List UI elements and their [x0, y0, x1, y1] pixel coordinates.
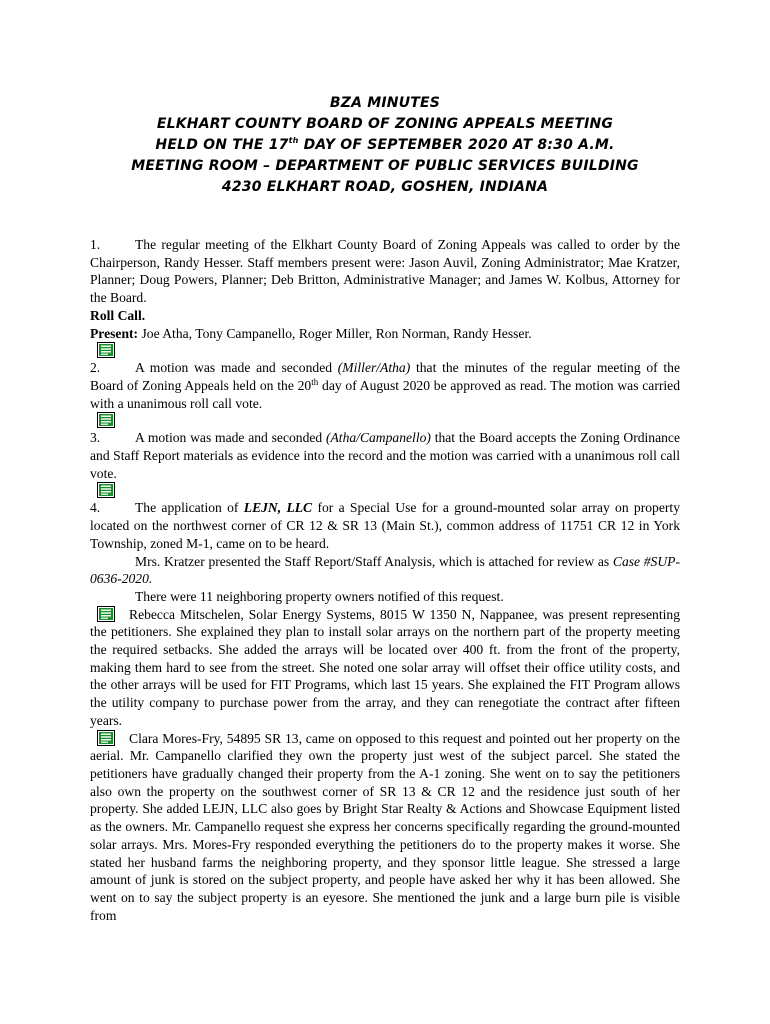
staff-report-paragraph: Mrs. Kratzer presented the Staff Report/Staff Analysis, which is attached for review as Case #SUP-0636-2020. — [90, 553, 680, 587]
roll-call-heading: Roll Call. — [90, 307, 146, 323]
document-note-icon[interactable] — [97, 730, 115, 746]
header-address: 4230 ELKHART ROAD, GOSHEN, INDIANA — [221, 179, 549, 195]
header-room: MEETING ROOM – DEPARTMENT OF PUBLIC SERVICES BUILDING — [131, 158, 639, 174]
document-note-icon[interactable] — [97, 482, 115, 498]
notified-paragraph: There were 11 neighboring property owners notified of this request. — [135, 588, 504, 604]
minutes-header — [0, 93, 770, 198]
header-date: HELD ON THE 17th DAY OF SEPTEMBER 2020 AT 8:30 A.M. — [155, 136, 615, 153]
item-number: 1. — [90, 237, 101, 252]
document-note-icon[interactable] — [97, 606, 115, 622]
document-note-icon[interactable] — [97, 342, 115, 358]
item-3: 3. A motion was made and seconded (Atha/Campanello) that the Board accepts the Zoning Ordinance and Staff Report materials as evidence into the record and the motion was carried with a unanimous roll call vote. — [90, 430, 680, 481]
document-note-icon[interactable] — [97, 412, 115, 428]
mitschelen-paragraph: Rebecca Mitschelen, Solar Energy Systems, 8015 W 1350 N, Nappanee, was present representing the petitioners. She explained they plan to install solar arrays on the northern part of the property meeting the required setbacks. She added the arrays will be located over 400 ft. from the front of the property, making them hard to see from the street. She noted one solar array will offset their office utility costs, and the other arrays will be used for FIT Programs, which last 15 years. She explained the FIT Program allows the utility company to purchase power from the array, and they can renegotiate the contract after fifteen years. — [90, 606, 680, 728]
item-1: 1. The regular meeting of the Elkhart County Board of Zoning Appeals was called to order by the Chairperson, Randy Hesser. Staff members present were: Jason Auvil, Zoning Administrator; Mae Kratzer, Planner; Doug Powers, Planner; Deb Britton, Administrative Manager; and James W. Kolbus, Attorney for the Board. — [90, 237, 680, 306]
item-4: 4. The application of LEJN, LLC for a Special Use for a ground-mounted solar array on property located on the northwest corner of CR 12 & SR 13 (Main St.), common address of 11751 CR 12 in York Township, zoned M-1, came on to be heard. — [90, 500, 680, 551]
header-title: BZA MINUTES — [329, 95, 441, 111]
item-2: 2. A motion was made and seconded (Miller/Atha) that the minutes of the regular meeting of the Board of Zoning Appeals held on the 20th day of August 2020 be approved as read. The motion was carried with a unanimous roll call vote. — [90, 360, 681, 411]
minutes-body — [90, 236, 680, 924]
mores-fry-paragraph: Clara Mores-Fry, 54895 SR 13, came on opposed to this request and pointed out her property on the aerial. Mr. Campanello clarified they own the property just west of the subject parcel. She stated the petitioners have gradually changed their property from the A-1 zoning. She went on to say the petitioners also own the property on the southwest corner of SR 13 & CR 12 and the residence just south of her property. She added LEJN, LLC also goes by Bright Star Realty & Actions and Showcase Equipment listed as the owners. Mr. Campanello request she express her concerns specifically regarding the ground-mounted solar arrays. Mrs. Mores-Fry responded everything the petitioners do to the property makes it worse. She stated her husband farms the neighboring property, and they sponsor little league. She stressed a large amount of junk is stored on the subject property, and people have asked her why it has been allowed. She went on to say the subject property is an eyesore. She mentioned the junk and a large burn pile is visible from — [90, 730, 680, 923]
header-board: ELKHART COUNTY BOARD OF ZONING APPEALS MEETING — [156, 116, 614, 132]
roll-call-present: Present: Joe Atha, Tony Campanello, Roger Miller, Ron Norman, Randy Hesser. — [90, 325, 532, 341]
